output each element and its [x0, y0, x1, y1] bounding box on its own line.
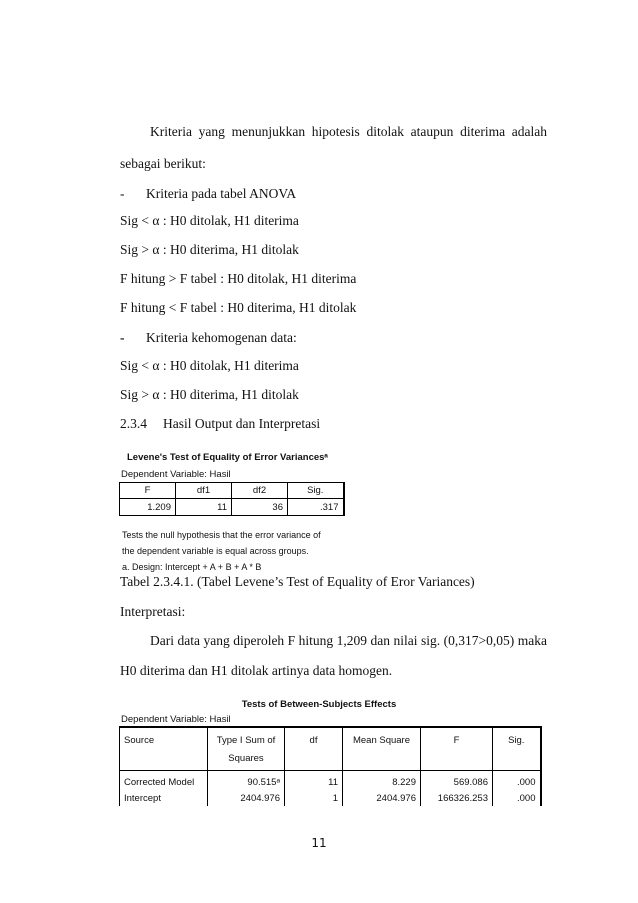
table-row [120, 499, 344, 516]
levene-cell-df2: 36 [232, 499, 288, 516]
between-cell-source: Corrected Model [120, 771, 208, 791]
levene-header-sig: Sig. [288, 483, 344, 499]
bullet-homogeneity-label: Kriteria kehomogenan data: [146, 330, 297, 345]
between-cell-sum-of-squares: 2404.976 [208, 790, 285, 806]
between-subjects-table [119, 726, 542, 806]
between-header-source: Source [120, 727, 208, 771]
anova-rule-2: Sig > α : H0 diterima, H1 ditolak [120, 242, 299, 257]
bullet-dash: - [120, 330, 125, 345]
levene-table [119, 482, 345, 516]
interpretation-label: Interpretasi: [120, 604, 186, 619]
anova-rule-3: F hitung > F tabel : H0 ditolak, H1 diterima [120, 271, 357, 286]
between-header-row [120, 727, 541, 771]
interpretation-line2: H0 diterima dan H1 ditolak artinya data homogen. [120, 663, 393, 678]
between-cell-f: 166326.253 [421, 790, 493, 806]
between-header-mean-square: Mean Square [343, 727, 421, 771]
levene-table-title: Levene's Test of Equality of Error Variancesᵃ [127, 452, 329, 463]
bullet-homogeneity [120, 330, 297, 346]
homogeneity-rule-1: Sig < α : H0 ditolak, H1 diterima [120, 358, 299, 373]
table-caption: Tabel 2.3.4.1. (Tabel Levene’s Test of Equality of Eror Variances) [120, 574, 475, 589]
between-header-df: df [285, 727, 343, 771]
between-cell-df: 11 [285, 771, 343, 791]
between-cell-source: Intercept [120, 790, 208, 806]
bullet-anova-label: Kriteria pada tabel ANOVA [146, 186, 297, 201]
levene-header-row [120, 483, 344, 499]
between-table-title: Tests of Between-Subjects Effects [241, 699, 397, 710]
between-header-sum-of-squares: Type I Sum of Squares [208, 727, 285, 771]
bullet-dash: - [120, 186, 125, 201]
table-row [120, 771, 541, 791]
between-cell-mean-square: 2404.976 [343, 790, 421, 806]
levene-header-f: F [120, 483, 176, 499]
between-cell-sig: .000 [493, 790, 541, 806]
section-heading [120, 416, 320, 432]
between-header-sig: Sig. [493, 727, 541, 771]
between-cell-df: 1 [285, 790, 343, 806]
levene-cell-df1: 11 [176, 499, 232, 516]
paragraph-intro-line2: sebagai berikut: [120, 156, 206, 171]
levene-cell-f: 1.209 [120, 499, 176, 516]
interpretation-line1: Dari data yang diperoleh F hitung 1,209 dan nilai sig. (0,317>0,05) maka [150, 633, 547, 648]
between-dependent-variable: Dependent Variable: Hasil [121, 714, 231, 725]
between-cell-mean-square: 8.229 [343, 771, 421, 791]
section-title: Hasil Output dan Interpretasi [163, 416, 321, 431]
between-cell-sum-of-squares: 90.515ᵃ [208, 771, 285, 791]
anova-rule-4: F hitung < F tabel : H0 diterima, H1 ditolak [120, 300, 357, 315]
anova-rule-1: Sig < α : H0 ditolak, H1 diterima [120, 213, 299, 228]
between-header-f: F [421, 727, 493, 771]
bullet-anova [120, 186, 296, 202]
levene-cell-sig: .317 [288, 499, 344, 516]
page-number: 11 [311, 836, 327, 850]
levene-note-1: Tests the null hypothesis that the error variance of [122, 530, 321, 540]
section-number: 2.3.4 [120, 416, 147, 431]
paragraph-intro-line1: Kriteria yang menunjukkan hipotesis ditolak ataupun diterima adalah [150, 124, 547, 139]
levene-note-3: a. Design: Intercept + A + B + A * B [122, 562, 262, 572]
between-cell-f: 569.086 [421, 771, 493, 791]
levene-note-2: the dependent variable is equal across groups. [122, 546, 309, 556]
levene-header-df2: df2 [232, 483, 288, 499]
table-row [120, 790, 541, 806]
levene-header-df1: df1 [176, 483, 232, 499]
homogeneity-rule-2: Sig > α : H0 diterima, H1 ditolak [120, 387, 299, 402]
between-cell-sig: .000 [493, 771, 541, 791]
levene-dependent-variable: Dependent Variable: Hasil [121, 469, 231, 480]
